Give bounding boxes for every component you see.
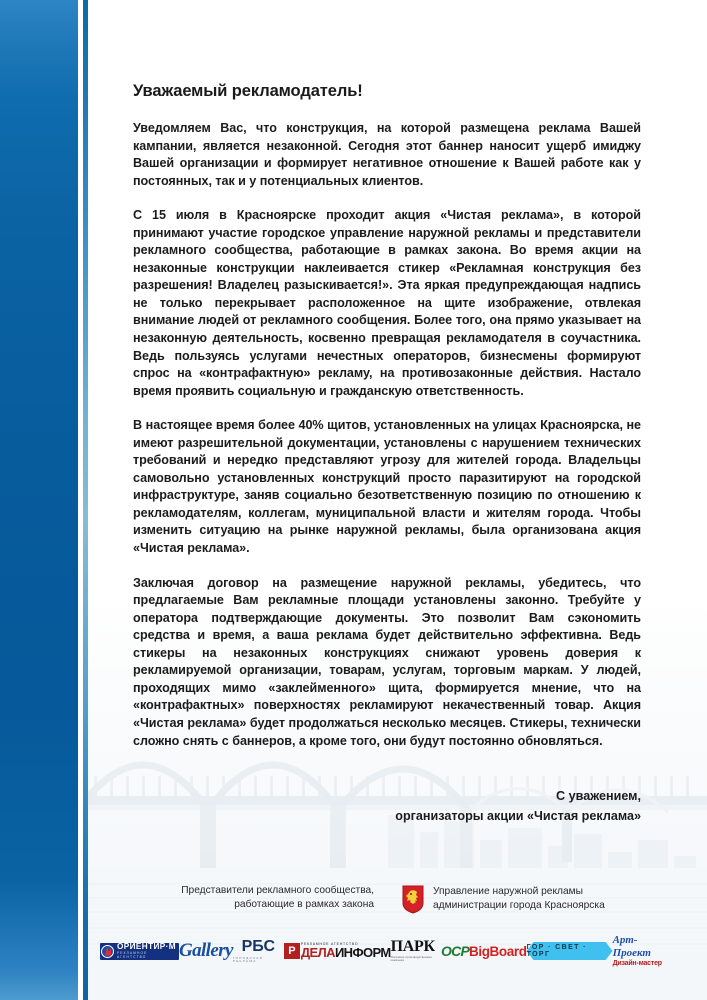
dela-prefix: ДЕЛА (300, 945, 335, 961)
orientir-name: ОРИЕНТИР·М (117, 942, 176, 952)
rbc-tagline: ГОРОДСКАЯ РЕКЛАМА (232, 955, 264, 963)
dela-mark-icon: Р (284, 943, 300, 959)
letter-heading: Уважаемый рекламодатель! (133, 82, 363, 100)
krasnoyarsk-coat-of-arms-icon (402, 885, 424, 914)
logo-orientir-m (100, 938, 179, 964)
logo-bigboard (469, 938, 527, 964)
footer-credits (88, 884, 707, 928)
letter-paragraph-1: Уведомляем Вас, что конструкция, на которой размещена реклама Вашей кампании, является незаконной. Сегодня этот баннер наносит ущерб имиджу Вашей организации и формирует негативное отношение к Вашей работе как у постоянных, так и у потенциальных клиентов. (133, 121, 641, 188)
orientir-tagline: РЕКЛАМНОЕ АГЕНТСТВО (117, 951, 148, 959)
coat-of-arms-graphic (402, 885, 424, 914)
dela-top: РЕКЛАМНОЕ АГЕНТСТВО (300, 941, 359, 946)
credit-right-line-2: администрации города Красноярска (433, 899, 605, 911)
letter-body (133, 82, 641, 750)
credit-right-text (433, 884, 605, 912)
logo-dela-inform (284, 938, 391, 964)
bigboard-name: BigBoard (469, 943, 527, 959)
left-blue-band (0, 0, 78, 1000)
credit-left-line-2: работающие в рамках закона (234, 898, 374, 910)
orientir-mark-icon (101, 945, 114, 958)
dela-name: ИНФОРМ (334, 945, 391, 961)
credit-right-line-1: Управление наружной рекламы (433, 886, 583, 897)
gorsvettorg-name: ГОР · СВЕТ · ТОРГ (526, 944, 587, 958)
partner-logo-strip (100, 934, 670, 967)
art-proekt-tagline: Дизайн-мастер (612, 959, 662, 967)
logo-art-proekt (612, 934, 670, 967)
signoff-line-1: С уважением, (556, 789, 641, 803)
letter-paragraph-2: С 15 июля в Красноярске проходит акция «Чистая реклама», в которой принимают участие городское управление наружной рекламы и представители рекламного сообщества, работающие в рамках закона. Во время акции на незаконные конструкции наклеивается стикер «Рекламная конструкция без разрешения! Владелец разыскивается!». Эта яркая предупреждающая надпись не только перекрывает расположенное на щите изображение, отвлекая внимание людей от рекламного сообщения. Более того, она прямо указывает на незаконную деятельность, косвенно превращая рекламодателя в соучастника. Ведь пользуясь услугами нечестных операторов, бизнесмены формируют спрос на «контрафактную» рекламу, на противозаконные действия. Настало время проявить социальную и гражданскую ответственность. (133, 208, 641, 398)
ocp-name: ОСР (441, 943, 469, 959)
logo-gallery (179, 938, 233, 964)
park-name: ПАРК (390, 938, 435, 956)
rbc-name: РБС (241, 937, 276, 955)
credit-left-line-1: Представители рекламного сообщества, (181, 885, 374, 896)
credit-advertising-community (88, 884, 388, 911)
logo-park (391, 938, 441, 964)
logo-rbc (233, 938, 284, 964)
logo-gorsvettorg (527, 938, 613, 964)
art-proekt-name: Арт-Проект (612, 934, 651, 959)
signoff-line-2: организаторы акции «Чистая реклама» (395, 809, 641, 823)
credit-city-administration (388, 884, 707, 914)
gallery-name: Gallery (178, 940, 233, 961)
park-tagline: Рекламно-производственная компания (390, 956, 432, 962)
letter-signoff (133, 786, 641, 826)
logo-ocp (441, 938, 469, 964)
letter-paragraph-3: В настоящее время более 40% щитов, установленных на улицах Красноярска, не имеют разрешительной документации, установлены с нарушением технических требований и нередко представляют угрозу для жителей города. Владельцы самовольно установленных конструкций просто паразитируют на городской инфраструктуре, заняв социально безответственную позицию по отношению к рекламодателям, коллегам, муниципальной власти и жителям города. Чтобы изменить ситуацию на рынке наружной рекламы, была организована акция «Чистая реклама». (133, 418, 641, 556)
letter-paragraph-4: Заключая договор на размещение наружной рекламы, убедитесь, что предлагаемые Вам рекламные площади установлены законно. Требуйте у оператора подтверждающие документы. Это позволит Вам сэкономить средства и время, а ваша реклама будет действительно эффективна. Ведь стикеры на незаконных конструкциях снижают уровень доверия к рекламируемой организации, товарам, услугам, торговым маркам. У людей, проходящих мимо «заклейменного» щита, формируется мнение, что на «контрафактных» поверхностях рекламируют некачественный товар. Акция «Чистая реклама» будет продолжаться несколько месяцев. Стикеры, технически сложно снять с баннеров, а кроме того, они будут постоянно обновляться. (133, 575, 641, 748)
